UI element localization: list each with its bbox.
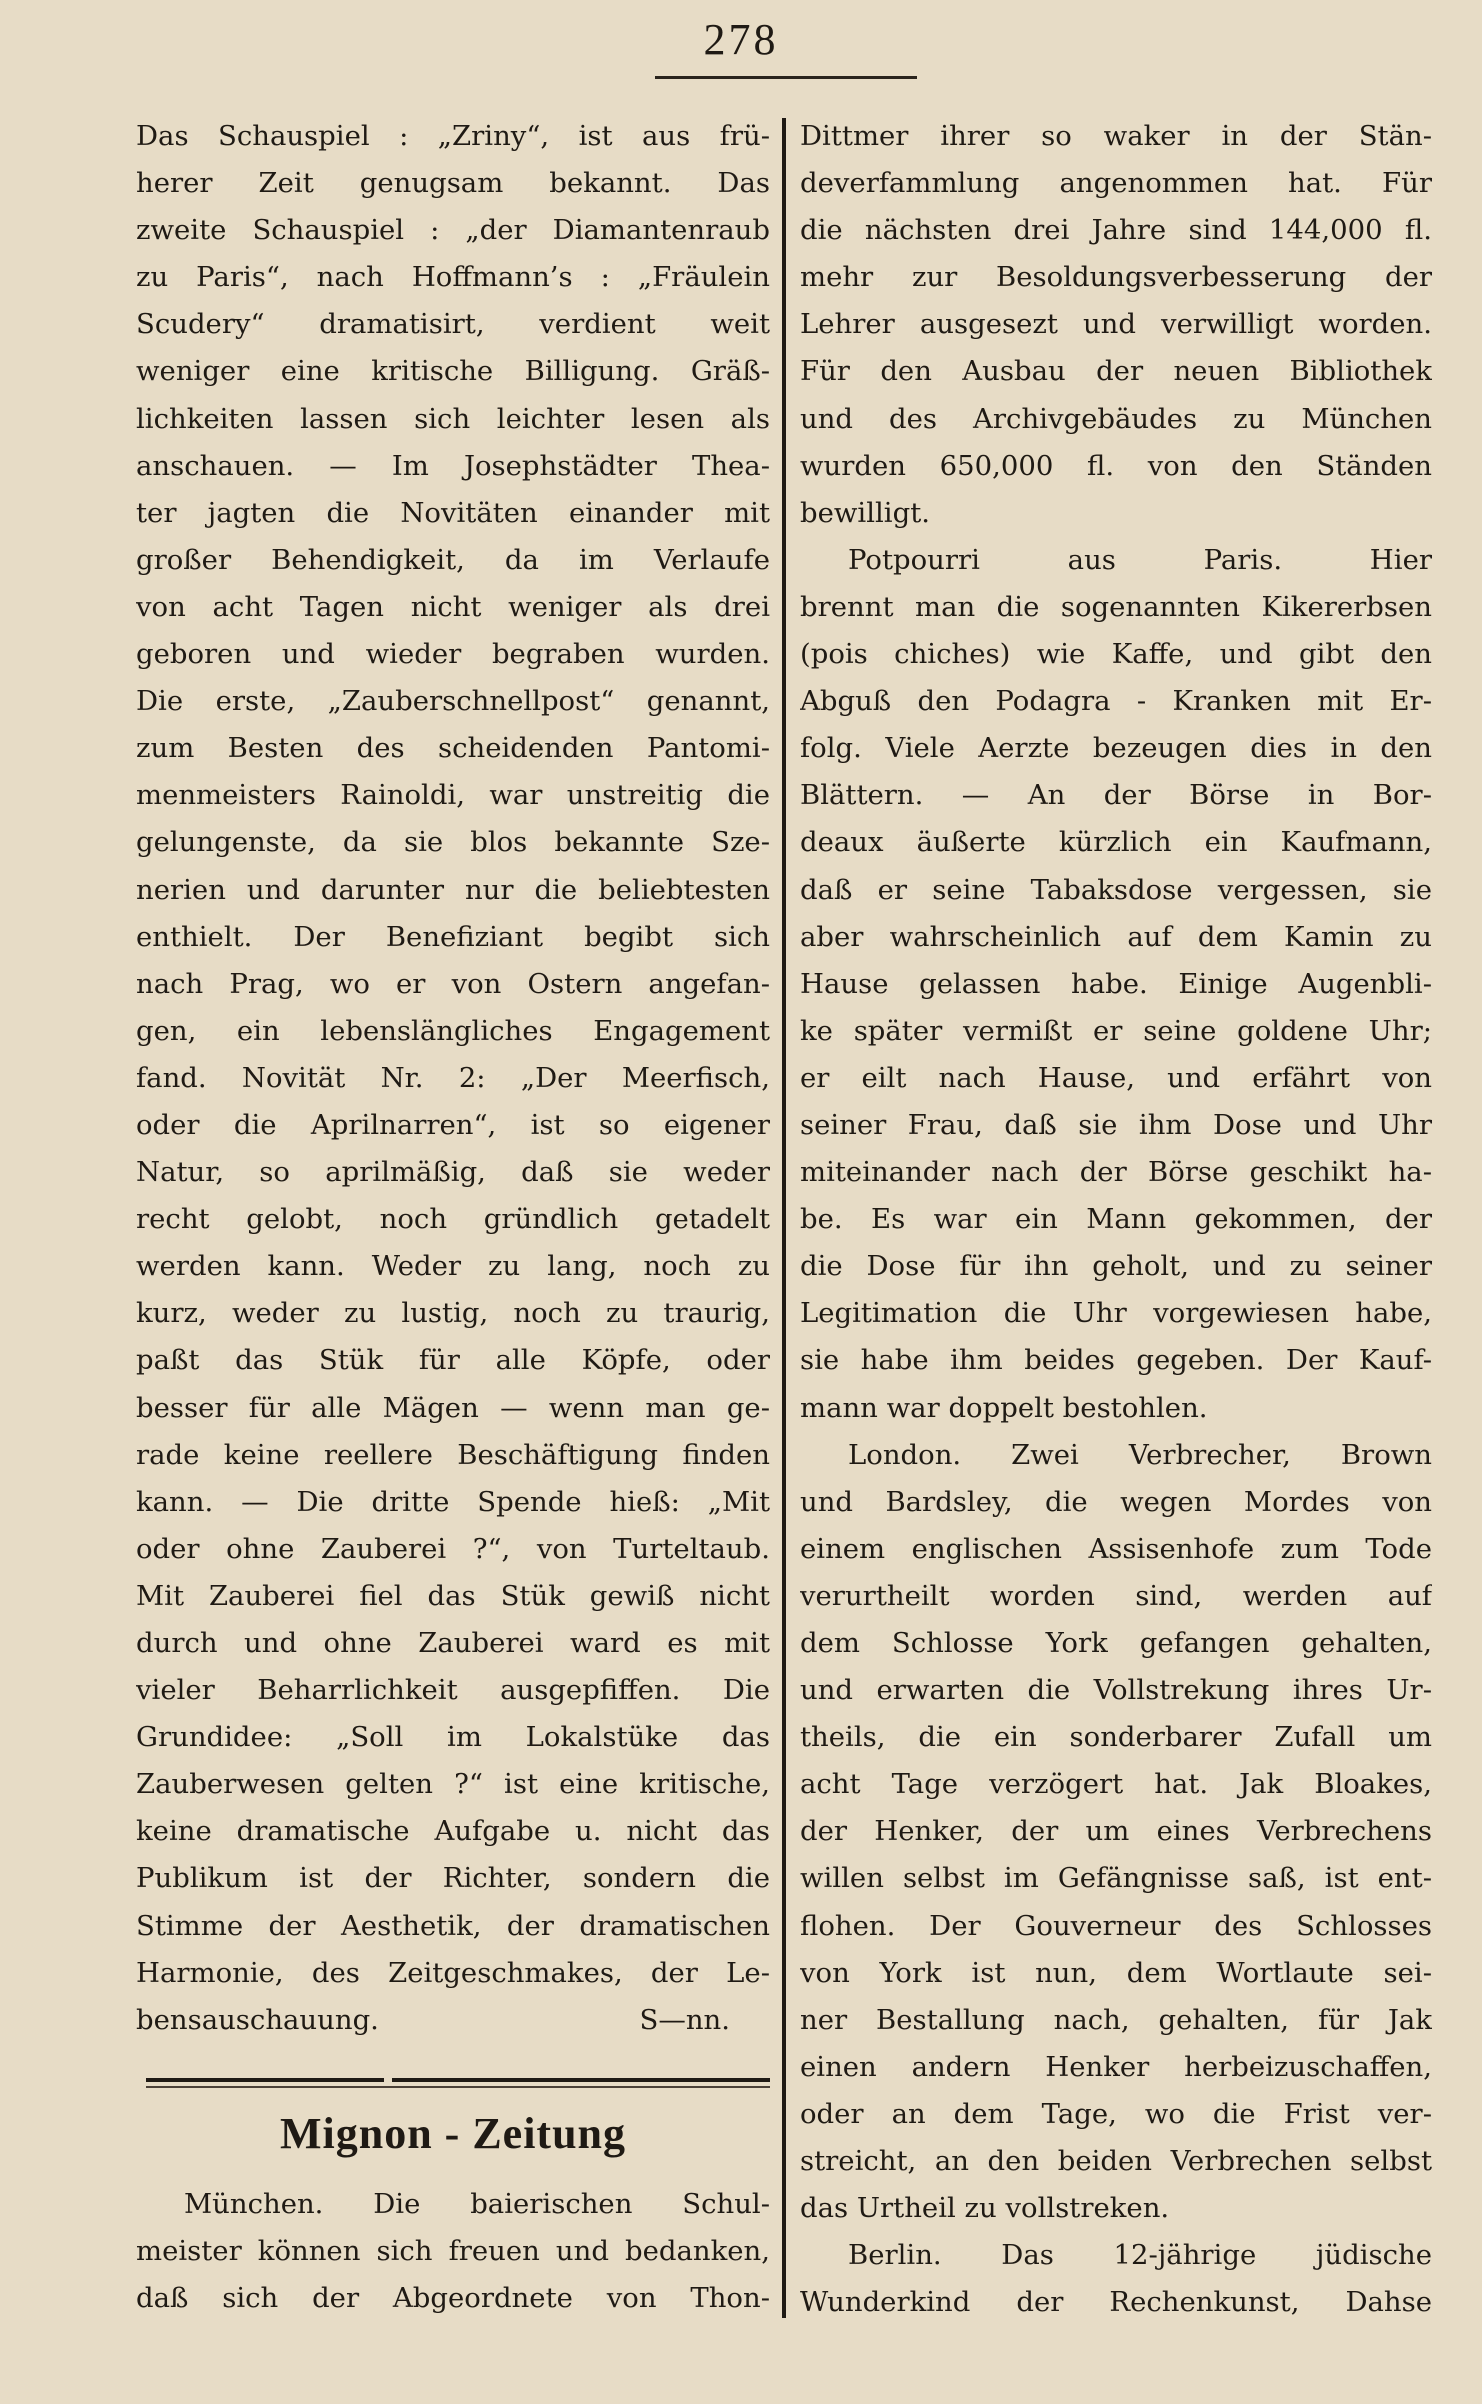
text-line: lichkeiten lassen sich leichter lesen als [136, 402, 770, 435]
text-line: vieler Beharrlichkeit ausgepfiffen. Die [136, 1674, 770, 1707]
text-line: brennt man die sogenannten Kikererbsen [800, 590, 1432, 623]
text-line: bewilligt. [800, 496, 930, 529]
signoff-line [136, 1997, 770, 2044]
text-line: Scudery“ dramatisirt, verdient weit [136, 308, 770, 341]
text-line: die Dose für ihn geholt, und zu seiner [800, 1250, 1432, 1283]
text-line: gelungenste, da sie blos bekannte Sze- [136, 826, 770, 859]
text-line: verurtheilt worden sind, werden auf [800, 1579, 1432, 1612]
text-line: Natur, so aprilmäßig, daß sie weder [136, 1156, 770, 1189]
text-line: deverfammlung angenommen hat. Für [800, 167, 1432, 200]
text-line: Abguß den Podagra - Kranken mit Er- [800, 685, 1432, 718]
text-line: Hause gelassen habe. Einige Augenbli- [800, 967, 1432, 1000]
text-line: kann. — Die dritte Spende hieß: „Mit [136, 1485, 770, 1518]
text-line: zu Paris“, nach Hoffmann’s : „Fräulein [136, 261, 770, 294]
text-line: fand. Novität Nr. 2: „Der Meerfisch, [136, 1061, 770, 1094]
left-column [136, 113, 770, 2044]
text-line: streicht, an den beiden Verbrechen selbst [800, 2145, 1432, 2178]
text-line: mehr zur Besoldungsverbesserung der [800, 261, 1432, 294]
text-line: Das Schauspiel : „Zriny“, ist aus frü- [136, 120, 770, 152]
text-line: London. Zwei Verbrecher, Brown [848, 1438, 1432, 1471]
text-line: er eilt nach Hause, und erfährt von [800, 1061, 1432, 1094]
author-signoff: S—nn. [639, 2003, 730, 2036]
text-line: werden kann. Weder zu lang, noch zu [136, 1250, 770, 1283]
text-line: nerien und darunter nur die beliebtesten [136, 873, 770, 906]
text-line: Zauberwesen gelten ?“ ist eine kritische, [136, 1768, 770, 1801]
text-line: Blättern. — An der Börse in Bor- [800, 779, 1432, 812]
text-line: Potpourri aus Paris. Hier [848, 543, 1432, 576]
text-line: Wunderkind der Rechenkunst, Dahse [800, 2286, 1432, 2319]
text-line: großer Behendigkeit, da im Verlaufe [136, 543, 770, 576]
text-line: Mit Zauberei fiel das Stük gewiß nicht [136, 1579, 770, 1612]
text-line: Die erste, „Zauberschnellpost“ genannt, [136, 685, 770, 718]
text-line: geboren und wieder begraben wurden. [136, 638, 770, 671]
text-line: von York ist nun, dem Wortlaute sei- [800, 1956, 1432, 1989]
text-line: der Henker, der um eines Verbrechens [800, 1815, 1432, 1848]
text-line: Lehrer ausgesezt und verwilligt worden. [800, 308, 1432, 341]
page-number: 278 [703, 15, 779, 64]
text-line: willen selbst im Gefängnisse saß, ist ent- [800, 1862, 1432, 1895]
text-line: recht gelobt, noch gründlich getadelt [136, 1203, 770, 1236]
text-line: theils, die ein sonderbarer Zufall um [800, 1721, 1432, 1754]
text-line: durch und ohne Zauberei ward es mit [136, 1627, 770, 1659]
text-line: menmeisters Rainoldi, war unstreitig die [136, 779, 770, 812]
text-line: aber wahrscheinlich auf dem Kamin zu [800, 920, 1432, 953]
closing-word: bensauschauung. [136, 2003, 379, 2036]
text-line: zweite Schauspiel : „der Diamantenraub [136, 214, 770, 247]
text-line: Grundidee: „Soll im Lokalstüke das [136, 1721, 770, 1754]
text-line: flohen. Der Gouverneur des Schlosses [800, 1909, 1432, 1942]
text-line: oder ohne Zauberei ?“, von Turteltaub. [136, 1532, 770, 1565]
text-line: enthielt. Der Benefiziant begibt sich [136, 920, 770, 953]
section-divider-segment [146, 2078, 384, 2082]
text-line: ner Bestallung nach, gehalten, für Jak [800, 2003, 1432, 2036]
text-line: zum Besten des scheidenden Pantomi- [136, 732, 770, 765]
text-line: besser für alle Mägen — wenn man ge- [136, 1391, 770, 1424]
text-line: ke später vermißt er seine goldene Uhr; [800, 1014, 1432, 1047]
text-line: daß sich der Abgeordnete von Thon- [136, 2282, 770, 2315]
text-line: weniger eine kritische Billigung. Gräß- [136, 355, 770, 388]
text-line: deaux äußerte kürzlich ein Kaufmann, [800, 826, 1432, 859]
text-line: herer Zeit genugsam bekannt. Das [136, 167, 770, 200]
text-line: das Urtheil zu vollstreken. [800, 2192, 1170, 2225]
text-line: Stimme der Aesthetik, der dramatischen [136, 1909, 770, 1942]
text-line: folg. Viele Aerzte bezeugen dies in den [800, 732, 1432, 765]
text-line: anschauen. — Im Josephstädter Thea- [136, 449, 770, 482]
section-divider-segment [392, 2078, 770, 2082]
text-line: von acht Tagen nicht weniger als drei [136, 590, 770, 623]
text-line: oder die Aprilnarren“, ist so eigener [136, 1108, 770, 1141]
text-line: miteinander nach der Börse geschikt ha- [800, 1156, 1432, 1189]
text-line: meister können sich freuen und bedanken, [136, 2235, 770, 2268]
text-line: Für den Ausbau der neuen Bibliothek [800, 355, 1432, 388]
text-line: gen, ein lebenslängliches Engagement [136, 1014, 770, 1047]
text-line: Harmonie, des Zeitgeschmakes, der Le- [136, 1956, 770, 1989]
text-line: ter jagten die Novitäten einander mit [136, 496, 770, 529]
text-line: Publikum ist der Richter, sondern die [136, 1862, 770, 1895]
text-line: einen andern Henker herbeizuschaffen, [800, 2050, 1432, 2083]
text-line: mann war doppelt bestohlen. [800, 1391, 1208, 1424]
right-column [800, 113, 1432, 2326]
text-line: dem Schlosse York gefangen gehalten, [800, 1627, 1432, 1659]
text-line: sie habe ihm beides gegeben. Der Kauf- [800, 1344, 1432, 1377]
text-line: rade keine reellere Beschäftigung finden [136, 1438, 770, 1471]
text-line: und Bardsley, die wegen Mordes von [800, 1485, 1432, 1518]
column-divider [782, 118, 786, 2318]
text-line: Dittmer ihrer so waker in der Stän- [800, 120, 1432, 152]
text-line: acht Tage verzögert hat. Jak Bloakes, [800, 1768, 1432, 1801]
text-line: kurz, weder zu lustig, noch zu traurig, [136, 1297, 770, 1330]
text-line: (pois chiches) wie Kaffe, und gibt den [800, 638, 1432, 671]
text-line: daß er seine Tabaksdose vergessen, sie [800, 873, 1432, 906]
text-line: und erwarten die Vollstrekung ihres Ur- [800, 1674, 1432, 1707]
left-column-continued [136, 2181, 770, 2322]
text-line: nach Prag, wo er von Ostern angefan- [136, 967, 770, 1000]
text-line: einem englischen Assisenhofe zum Tode [800, 1532, 1432, 1565]
section-title: Mignon - Zeitung [279, 2109, 627, 2158]
text-line: oder an dem Tage, wo die Frist ver- [800, 2097, 1432, 2130]
text-line: Legitimation die Uhr vorgewiesen habe, [800, 1297, 1432, 1330]
text-line: be. Es war ein Mann gekommen, der [800, 1203, 1432, 1236]
section-divider-thin [146, 2086, 770, 2088]
text-line: keine dramatische Aufgabe u. nicht das [136, 1815, 770, 1848]
text-line: wurden 650,000 fl. von den Ständen [800, 449, 1432, 482]
text-line: paßt das Stük für alle Köpfe, oder [136, 1344, 770, 1377]
header-rule [655, 76, 917, 79]
text-line: München. Die baierischen Schul- [184, 2188, 770, 2220]
text-line: die nächsten drei Jahre sind 144,000 fl. [800, 214, 1432, 247]
text-line: seiner Frau, daß sie ihm Dose und Uhr [800, 1108, 1432, 1141]
text-line: und des Archivgebäudes zu München [800, 402, 1432, 435]
section-divider [146, 2078, 770, 2090]
text-line: Berlin. Das 12-jährige jüdische [848, 2239, 1432, 2272]
